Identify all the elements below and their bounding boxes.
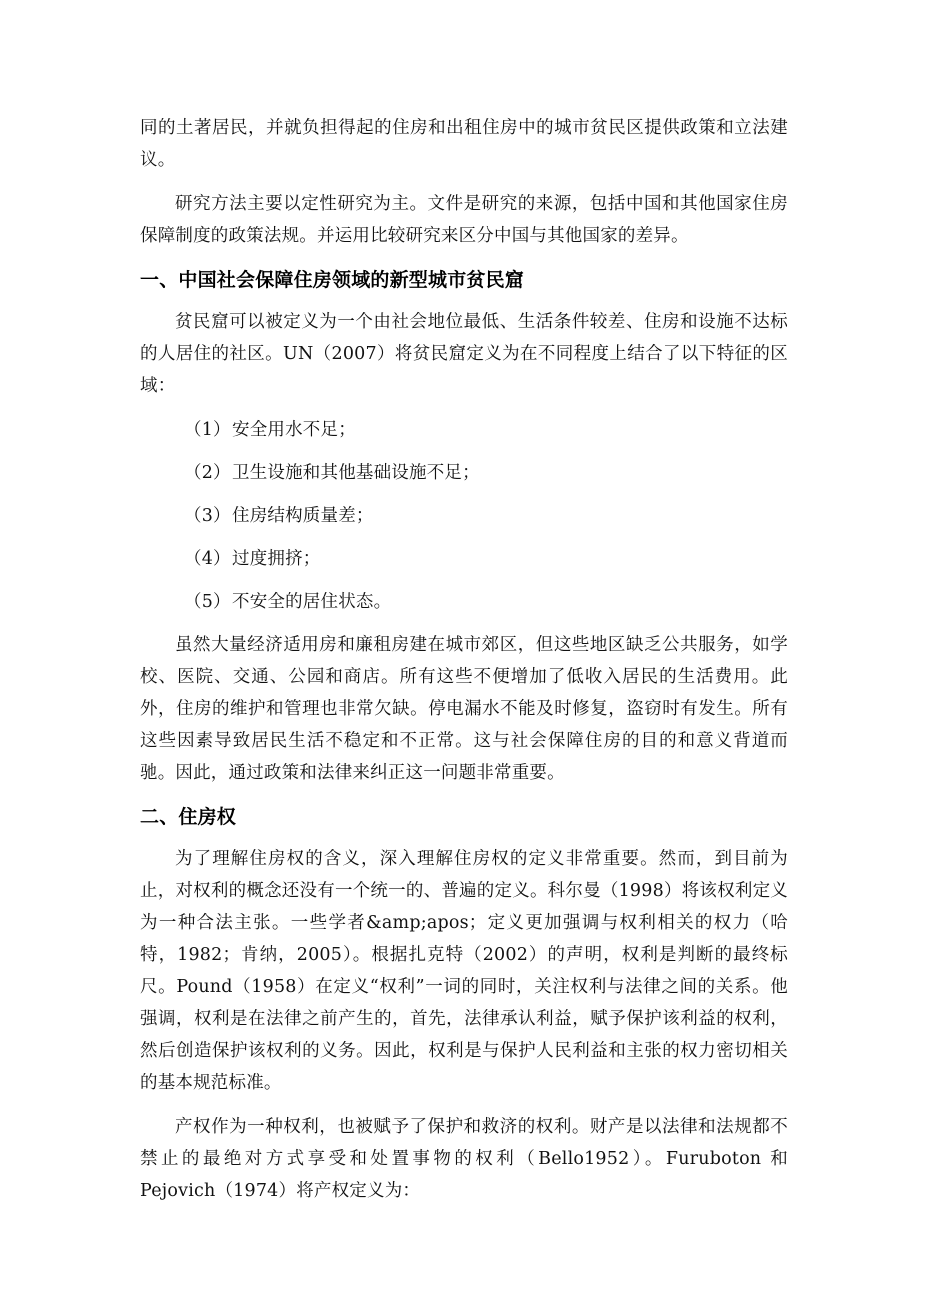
list-item	[184, 457, 788, 489]
list-item-number: （4）	[184, 549, 231, 569]
list-item-text: 卫生设施和其他基础设施不足；	[232, 463, 480, 483]
list-item-number: （3）	[184, 506, 231, 526]
paragraph-slum-definition: 贫民窟可以被定义为一个由社会地位最低、生活条件较差、住房和设施不达标的人居住的社区。UN（2007）将贫民窟定义为在不同程度上结合了以下特征的区域：	[140, 312, 788, 396]
list-item-number: （2）	[184, 463, 231, 483]
list-item-text: 不安全的居住状态。	[232, 592, 392, 612]
paragraph-intro-continued: 同的土著居民，并就负担得起的住房和出租住房中的城市贫民区提供政策和立法建议。	[140, 118, 788, 170]
list-item	[184, 586, 788, 618]
paragraph-property-right: 产权作为一种权利，也被赋予了保护和救济的权利。财产是以法律和法规都不禁止的最绝对方式享受和处置事物的权利（Bello1952）。Furuboton 和 Pejovich（1974）将产权定义为：	[140, 1117, 788, 1201]
list-item-text: 安全用水不足；	[232, 420, 356, 440]
section-heading-1: 一、中国社会保障住房领域的新型城市贫民窟	[140, 269, 525, 291]
slum-features-list	[140, 414, 788, 618]
list-item-text: 过度拥挤；	[232, 549, 321, 569]
list-item	[184, 500, 788, 532]
list-item-number: （1）	[184, 420, 231, 440]
section-heading-2: 二、住房权	[140, 806, 237, 828]
list-item	[184, 414, 788, 446]
paragraph-housing-right-definition: 为了理解住房权的含义，深入理解住房权的定义非常重要。然而，到目前为止，对权利的概念还没有一个统一的、普遍的定义。科尔曼（1998）将该权利定义为一种合法主张。一些学者&amp;apos；定义更加强调与权利相关的权力（哈特，1982；肯纳，2005）。根据扎克特（2002）的声明，权利是判断的最终标尺。Pound（1958）在定义“权利”一词的同时，关注权利与法律之间的关系。他强调，权利是在法律之前产生的，首先，法律承认利益，赋予保护该利益的权利，然后创造保护该权利的义务。因此，权利是与保护人民利益和主张的权力密切相关的基本规范标准。	[140, 849, 788, 1093]
list-item	[184, 543, 788, 575]
list-item-number: （5）	[184, 592, 231, 612]
paragraph-suburb-housing: 虽然大量经济适用房和廉租房建在城市郊区，但这些地区缺乏公共服务，如学校、医院、交通、公园和商店。所有这些不便增加了低收入居民的生活费用。此外，住房的维护和管理也非常欠缺。停电漏水不能及时修复，盗窃时有发生。所有这些因素导致居民生活不稳定和不正常。这与社会保障住房的目的和意义背道而驰。因此，通过政策和法律来纠正这一问题非常重要。	[140, 635, 788, 783]
paragraph-research-method: 研究方法主要以定性研究为主。文件是研究的来源，包括中国和其他国家住房保障制度的政策法规。并运用比较研究来区分中国与其他国家的差异。	[140, 194, 788, 246]
document-body	[140, 112, 788, 1219]
list-item-text: 住房结构质量差；	[232, 506, 374, 526]
